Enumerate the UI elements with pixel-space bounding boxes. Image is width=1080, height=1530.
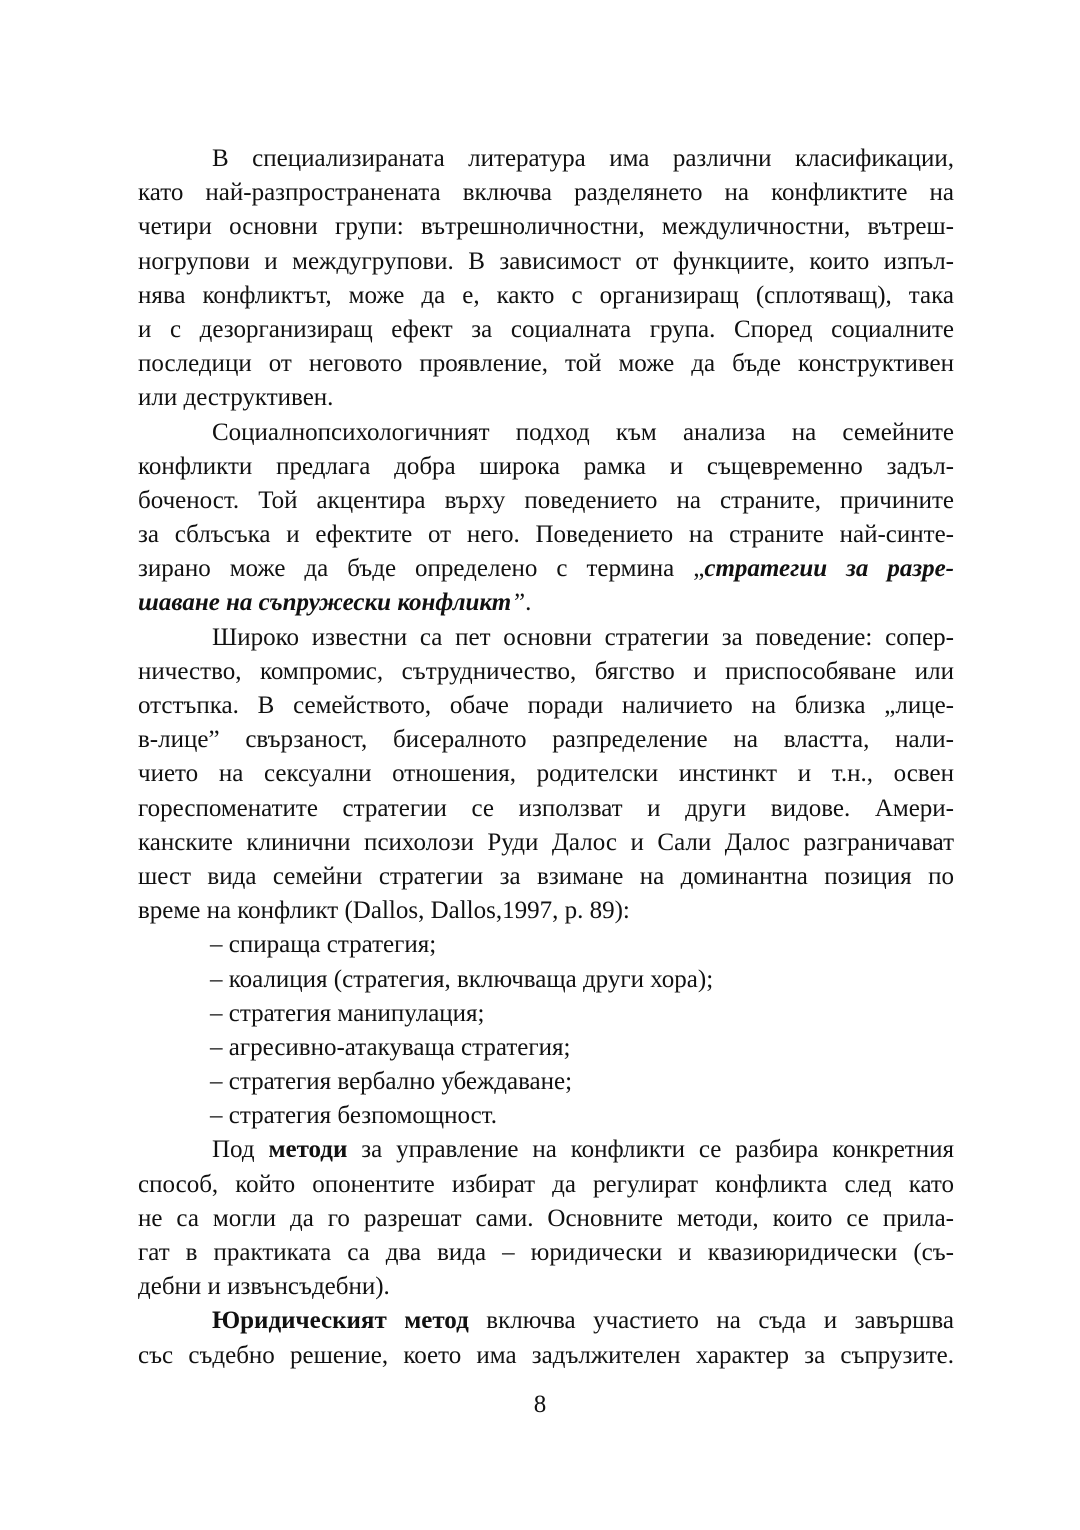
text-span: Под <box>212 1136 269 1164</box>
text-line <box>138 552 954 586</box>
emphasis-term: стратегии за разре- <box>704 555 955 583</box>
text-line: чието на сексуални отношения, родителски инстинкт и т.н., освен <box>138 760 954 788</box>
emphasis-term: шаване на съпружески конфликт <box>138 589 512 617</box>
text-line: конфликти предлага добра широка рамка и същевременно задъл- <box>138 452 954 480</box>
text-line: гат в практиката са два вида – юридически и квазиюридически (съ- <box>138 1239 954 1266</box>
text-line: за сблъсъка и ефектите от него. Поведението на страните най-синте- <box>138 521 954 549</box>
text-span: включва участието на съда и завършва <box>468 1307 954 1335</box>
bold-term: методи <box>268 1136 348 1164</box>
text-line <box>138 586 954 620</box>
text-line: със съдебно решение, което има задължителен характер за съпрузите. <box>138 1341 954 1369</box>
text-line: способ, който опонентите избират да регулират конфликта след като <box>138 1170 954 1198</box>
list-item: – стратегия манипулация; <box>210 999 485 1027</box>
text-span: зирано може да бъде определено с термина „ <box>138 555 705 583</box>
list-item: – агресивно-атакуваща стратегия; <box>210 1033 571 1061</box>
text-line: не са могли да го разрешат сами. Основните методи, които се прила- <box>138 1204 954 1232</box>
text-line <box>138 1304 954 1338</box>
bold-term: Юридическият метод <box>212 1307 469 1335</box>
text-line: ничество, компромис, сътрудничество, бягство и приспособяване или <box>138 657 954 685</box>
text-line: нява конфликтът, може да е, както с организиращ (сплотяващ), така <box>138 281 954 309</box>
text-line: отстъпка. В семейството, обаче поради наличието на близка „лице- <box>138 692 954 719</box>
text-line: време на конфликт (Dallos, Dallos,1997, p. 89): <box>138 897 630 925</box>
text-line: като най-разпространената включва разделянето на конфликтите на <box>138 179 954 207</box>
text-line: канските клинични психолози Руди Далос и Сали Далос разграничават <box>138 828 954 856</box>
text-line: боченост. Той акцентира върху поведението на страните, причините <box>138 486 954 514</box>
list-item: – спираща стратегия; <box>210 931 437 959</box>
text-line: шест вида семейни стратегии за взимане на доминантна позиция по <box>138 862 954 890</box>
list-item: – стратегия вербално убеждаване; <box>210 1068 573 1096</box>
text-line: четири основни групи: вътрешноличностни, междуличностни, вътреш- <box>138 213 954 241</box>
text-line: или деструктивен. <box>138 384 334 412</box>
text-line: Социалнопсихологичният подход към анализа на семейните <box>212 418 954 446</box>
text-line: в-лице” свързаност, бисералното разпределение на властта, нали- <box>138 726 954 754</box>
text-span: за управление на конфликти се разбира конкретния <box>347 1136 954 1164</box>
text-line: дебни и извънсъдебни). <box>138 1273 390 1301</box>
text-line: и с дезорганизиращ ефект за социалната група. Според социалните <box>138 315 954 343</box>
text-line <box>138 1133 954 1167</box>
page-number: 8 <box>533 1391 547 1418</box>
text-line: гореспоменатите стратегии се използват и други видове. Амери- <box>138 794 954 822</box>
closing-quote: ” <box>511 589 526 617</box>
body-text <box>138 142 954 1373</box>
text-line: В специализираната литература има различни класификации, <box>212 145 954 172</box>
text-line: Широко известни са пет основни стратегии за поведение: сопер- <box>212 623 954 651</box>
text-span: . <box>525 589 532 617</box>
list-item: – стратегия безпомощност. <box>210 1102 497 1130</box>
list-item: – коалиция (стратегия, включваща други хора); <box>210 965 714 993</box>
text-line: ногрупови и междугрупови. В зависимост от функциите, които изпъл- <box>138 247 954 275</box>
text-line: последици от неговото проявление, той може да бъде конструктивен <box>138 350 954 378</box>
